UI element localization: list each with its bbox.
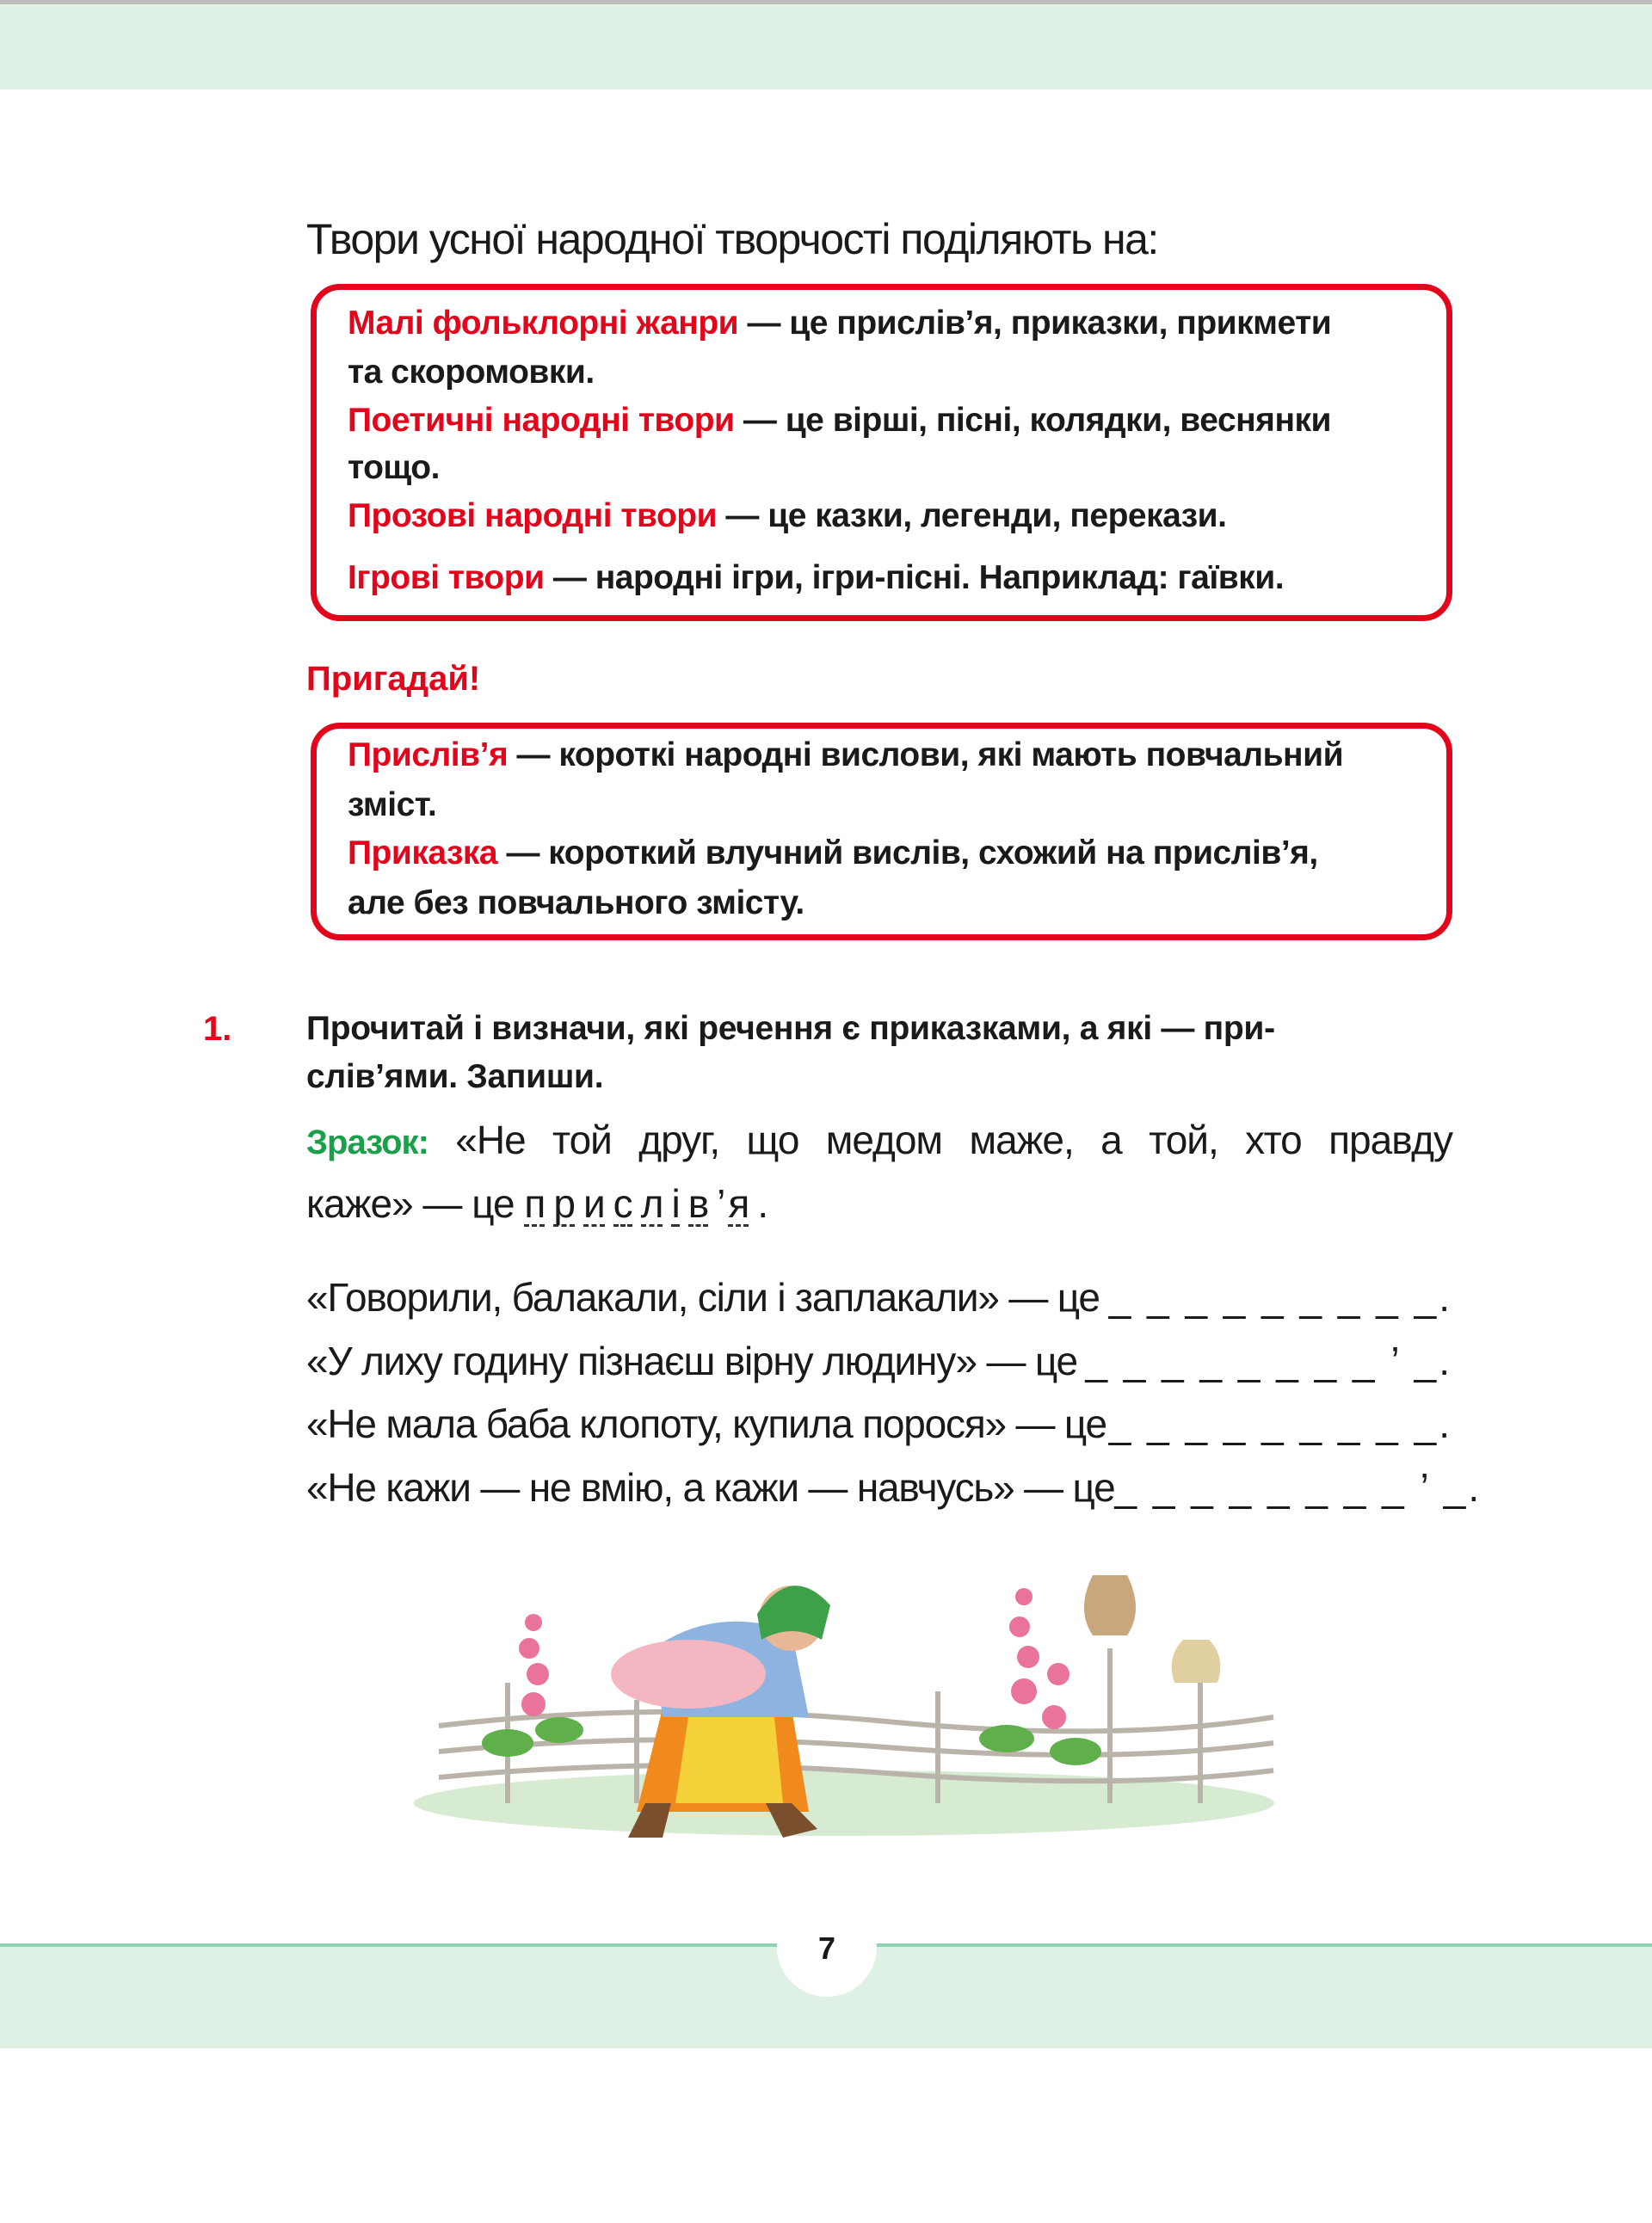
answer-blank[interactable]: _ _ _ _ _ _ _ _ _. (1108, 1401, 1452, 1446)
genre-line (348, 557, 1284, 600)
answer-blank[interactable]: _ _ _ _ _ _ _ _ ’ _. (1114, 1465, 1482, 1510)
sentence-row (306, 1462, 1482, 1513)
sentence-text: «У лиху годину пізнаєш вірну людину» — це (306, 1339, 1077, 1383)
genre-line-cont: та скоромовки. (348, 354, 595, 391)
definition-text: — короткі народні вислови, які мають повчальний (508, 736, 1344, 773)
sample-label: Зразок: (306, 1124, 428, 1161)
sentence-text: «Не кажи — не вмію, а кажи — навчусь» — це (306, 1465, 1115, 1510)
answer-letter: п (524, 1181, 546, 1226)
genre-def: — це вірші, пісні, колядки, веснянки (734, 402, 1331, 439)
sample-line-cont (306, 1178, 1452, 1229)
sentence-text: «Не мала баба клопоту, купила порося» — це (306, 1401, 1106, 1446)
sample-answer (524, 1181, 757, 1226)
clay-pot (1172, 1640, 1221, 1683)
sentence-row (306, 1398, 1452, 1450)
intro-heading: Твори усної народної творчості поділяють на: (306, 215, 1158, 263)
genre-line (348, 495, 1226, 538)
answer-letter: і (671, 1181, 680, 1226)
apron (675, 1717, 783, 1803)
genre-line (348, 399, 1331, 442)
sample-line (306, 1114, 1452, 1168)
genre-def: — це казки, легенди, перекази. (717, 497, 1227, 534)
sample-text: каже» — це (306, 1181, 525, 1226)
genre-line (348, 302, 1331, 345)
genre-def: — народні ігри, ігри-пісні. Наприклад: гаївки. (544, 559, 1285, 596)
sample-text: «Не той друг, що медом маже, а той, хто правду (428, 1118, 1452, 1162)
genre-line-cont: тощо. (348, 449, 440, 486)
answer-letter: р (553, 1181, 575, 1226)
definition-term: Прислів’я (348, 736, 509, 773)
task-instruction-cont: слів’ями. Запиши. (306, 1058, 604, 1095)
answer-letter: с (613, 1181, 632, 1226)
genre-term: Ігрові твори (348, 559, 545, 596)
definition-term: Приказка (348, 834, 498, 871)
task-number: 1. (203, 1010, 232, 1048)
sentence-row (306, 1335, 1452, 1387)
page-number: 7 (817, 1931, 836, 1966)
genre-term: Прозові народні твори (348, 497, 718, 534)
answer-letter: л (640, 1181, 663, 1226)
definition-line (348, 832, 1318, 875)
remember-label: Пригадай! (306, 660, 481, 698)
clay-pot (1084, 1575, 1136, 1635)
definition-line-cont: зміст. (348, 786, 437, 823)
answer-blank[interactable]: _ _ _ _ _ _ _ _ ’ _. (1085, 1339, 1452, 1383)
task-instruction: Прочитай і визначи, які речення є приказками, а які — при- (306, 1010, 1275, 1047)
sentence-row (306, 1272, 1452, 1323)
answer-apostrophe: ’ (717, 1181, 725, 1226)
sentence-text: «Говорили, балакали, сіли і заплакали» — це (306, 1275, 1100, 1320)
answer-letter: я (728, 1181, 749, 1226)
definition-line (348, 734, 1343, 777)
header-band (0, 4, 1652, 89)
genre-term: Поетичні народні твори (348, 402, 735, 439)
pig (611, 1640, 766, 1709)
genre-term: Малі фольклорні жанри (348, 305, 739, 342)
answer-blank[interactable]: _ _ _ _ _ _ _ _ _. (1108, 1275, 1452, 1320)
answer-letter: в (687, 1181, 709, 1226)
illustration-woman-with-pig (404, 1545, 1284, 1843)
genre-def: — це прислів’я, приказки, прикмети (738, 305, 1332, 342)
definition-line-cont: але без повчального змісту. (348, 884, 804, 921)
sample-end: . (757, 1181, 768, 1226)
definition-text: — короткий влучний вислів, схожий на прислів’я, (497, 834, 1318, 871)
answer-letter: и (583, 1181, 605, 1226)
